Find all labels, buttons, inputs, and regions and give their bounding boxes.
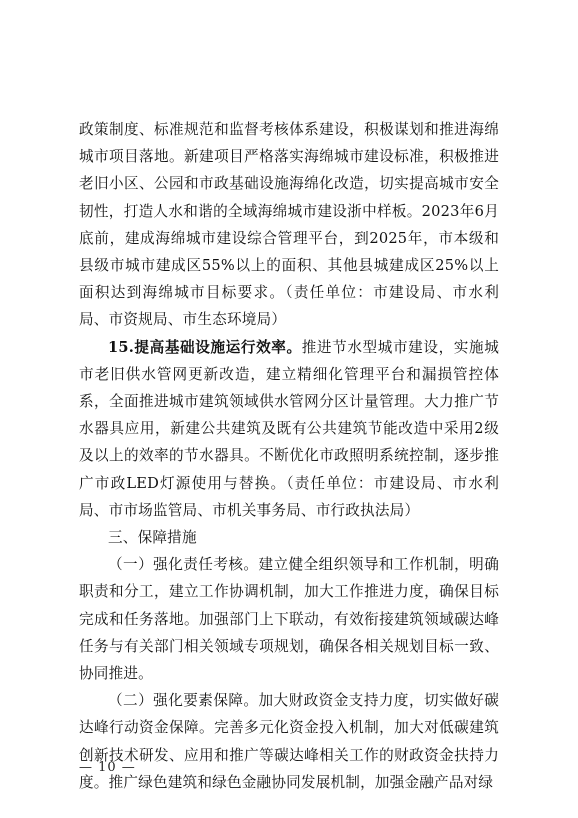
document-body [79,116,499,796]
item-15-heading: 15.提高基础设施运行效率。 [108,338,302,356]
section-heading-safeguards: 三、保障措施 [108,529,197,547]
paragraph-sponge-city: 政策制度、标准规范和监督考核体系建设，积极谋划和推进海绵城市项目落地。新建项目严格落实海绵城市建设标准，积极推进老旧小区、公园和市政基础设施海绵化改造，切实提高城市安全韧性，打造人水和谐的全域海绵城市建设浙中样板。2023年6月底前，建成海绵城市建设综合管理平台，到2025年，市本级和县级市城市建成区55%以上的面积、其他县城建成区25%以上面积达到海绵城市目标要求。（责任单位：市建设局、市水利局、市资规局、市生态环境局） [79,121,499,329]
item-15-body: 推进节水型城市建设，实施城市老旧供水管网更新改造，建立精细化管理平台和漏损管控体系，全面推进城市建筑领域供水管网分区计量管理。大力推广节水器具应用，新建公共建筑及既有公共建筑节能改造中采用2级及以上的效率的节水器具。不断优化市政照明系统控制，逐步推广市政LED灯源使用与替换。（责任单位：市建设局、市水利局、市市场监管局、市机关事务局、市行政执法局） [79,338,499,519]
paragraph-infrastructure-efficiency [79,334,499,524]
paragraph-responsibility-assessment: （一）强化责任考核。建立健全组织领导和工作机制，明确职责和分工，建立工作协调机制，加大工作推进力度，确保目标完成和任务落地。加强部门上下联动，有效衔接建筑领域碳达峰任务与有关部门相关领域专项规划，确保各相关规划目标一致、协同推进。 [79,556,499,683]
page-number: — 10 — [79,760,136,775]
paragraph-resource-guarantee: （二）强化要素保障。加大财政资金支持力度，切实做好碳达峰行动资金保障。完善多元化资金投入机制，加大对低碳建筑创新技术研发、应用和推广等碳达峰相关工作的财政资金扶持力度。推广绿色建筑和绿色金融协同发展机制，加强金融产品对绿 [79,692,499,791]
